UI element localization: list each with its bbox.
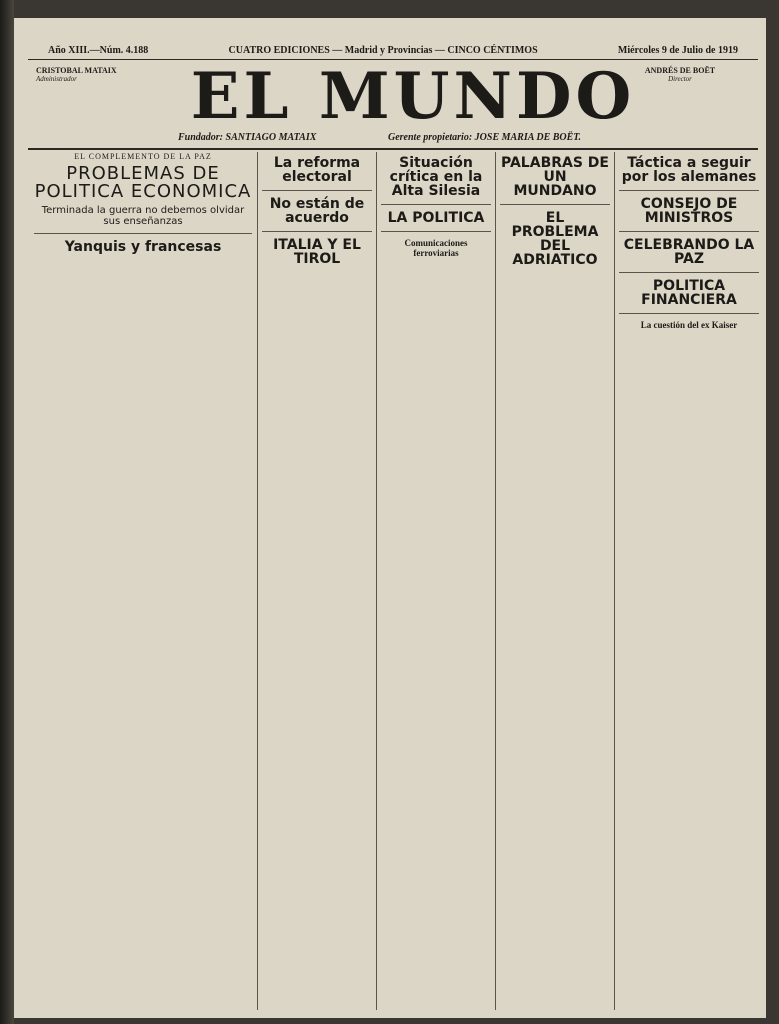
- section-heading: La reforma electoral: [273, 155, 361, 185]
- director-role: Director: [668, 75, 692, 83]
- kicker: EL COMPLEMENTO DE LA PAZ: [74, 152, 212, 161]
- main-headline: PROBLEMAS DE POLITICA ECONOMICA: [34, 163, 252, 202]
- newspaper-title: EL MUNDO: [190, 59, 636, 134]
- column-rule: [495, 152, 496, 1010]
- manager-line: Gerente propietario: JOSE MARIA DE BOËT.: [388, 132, 581, 143]
- divider: [619, 190, 759, 191]
- divider: [619, 272, 759, 273]
- divider: [619, 231, 759, 232]
- section-heading: PALABRAS DE UN MUNDANO: [501, 155, 609, 199]
- divider: [619, 313, 759, 314]
- column-rule: [376, 152, 377, 1010]
- newspaper-page: [14, 18, 766, 1018]
- masthead: [28, 60, 758, 150]
- section-heading: La cuestión del ex Kaiser: [640, 320, 738, 330]
- director-name: ANDRÉS DE BOËT: [644, 66, 716, 75]
- divider: [381, 231, 491, 232]
- dateline-bar: [28, 42, 758, 60]
- binding-spine: [0, 0, 14, 1024]
- section-heading: Comunicaciones ferroviarias: [404, 238, 468, 258]
- column-rule: [614, 152, 615, 1010]
- administrator-role: Administrador: [36, 75, 77, 83]
- divider: [34, 233, 252, 234]
- editions-price: CUATRO EDICIONES — Madrid y Provincias — CINCO CÉNTIMOS: [228, 45, 538, 56]
- section-heading: Situación crítica en la Alta Silesia: [389, 155, 483, 199]
- section-heading: CONSEJO DE MINISTROS: [640, 196, 738, 226]
- section-heading: EL PROBLEMA DEL ADRIATICO: [511, 210, 599, 268]
- section-heading: No están de acuerdo: [269, 196, 365, 226]
- direction-box: [610, 66, 750, 84]
- administrator-name: CRISTOBAL MATAIX: [36, 66, 117, 75]
- column-rule: [257, 152, 258, 1010]
- section-heading: CELEBRANDO LA PAZ: [623, 237, 755, 267]
- issue-number: Año XIII.—Núm. 4.188: [48, 45, 149, 56]
- section-heading: ITALIA Y EL TIROL: [273, 237, 361, 267]
- main-subhead: Terminada la guerra no debemos olvidar sus enseñanzas: [41, 205, 245, 227]
- column-4: [500, 152, 610, 1010]
- issue-date: Miércoles 9 de Julio de 1919: [617, 45, 738, 56]
- administration-box: [36, 66, 166, 84]
- divider: [262, 190, 372, 191]
- section-heading: LA POLITICA: [387, 210, 485, 226]
- column-3: [381, 152, 491, 1010]
- column-5: [619, 152, 759, 1010]
- column-2: [262, 152, 372, 1010]
- section-heading: Táctica a seguir por los alemanes: [621, 155, 757, 185]
- section-heading: POLITICA FINANCIERA: [641, 278, 737, 308]
- divider: [381, 204, 491, 205]
- section-heading: Yanquis y francesas: [64, 239, 222, 255]
- divider: [262, 231, 372, 232]
- divider: [500, 204, 610, 205]
- column-1: [34, 152, 252, 1010]
- founder-line: Fundador: SANTIAGO MATAIX: [178, 132, 317, 143]
